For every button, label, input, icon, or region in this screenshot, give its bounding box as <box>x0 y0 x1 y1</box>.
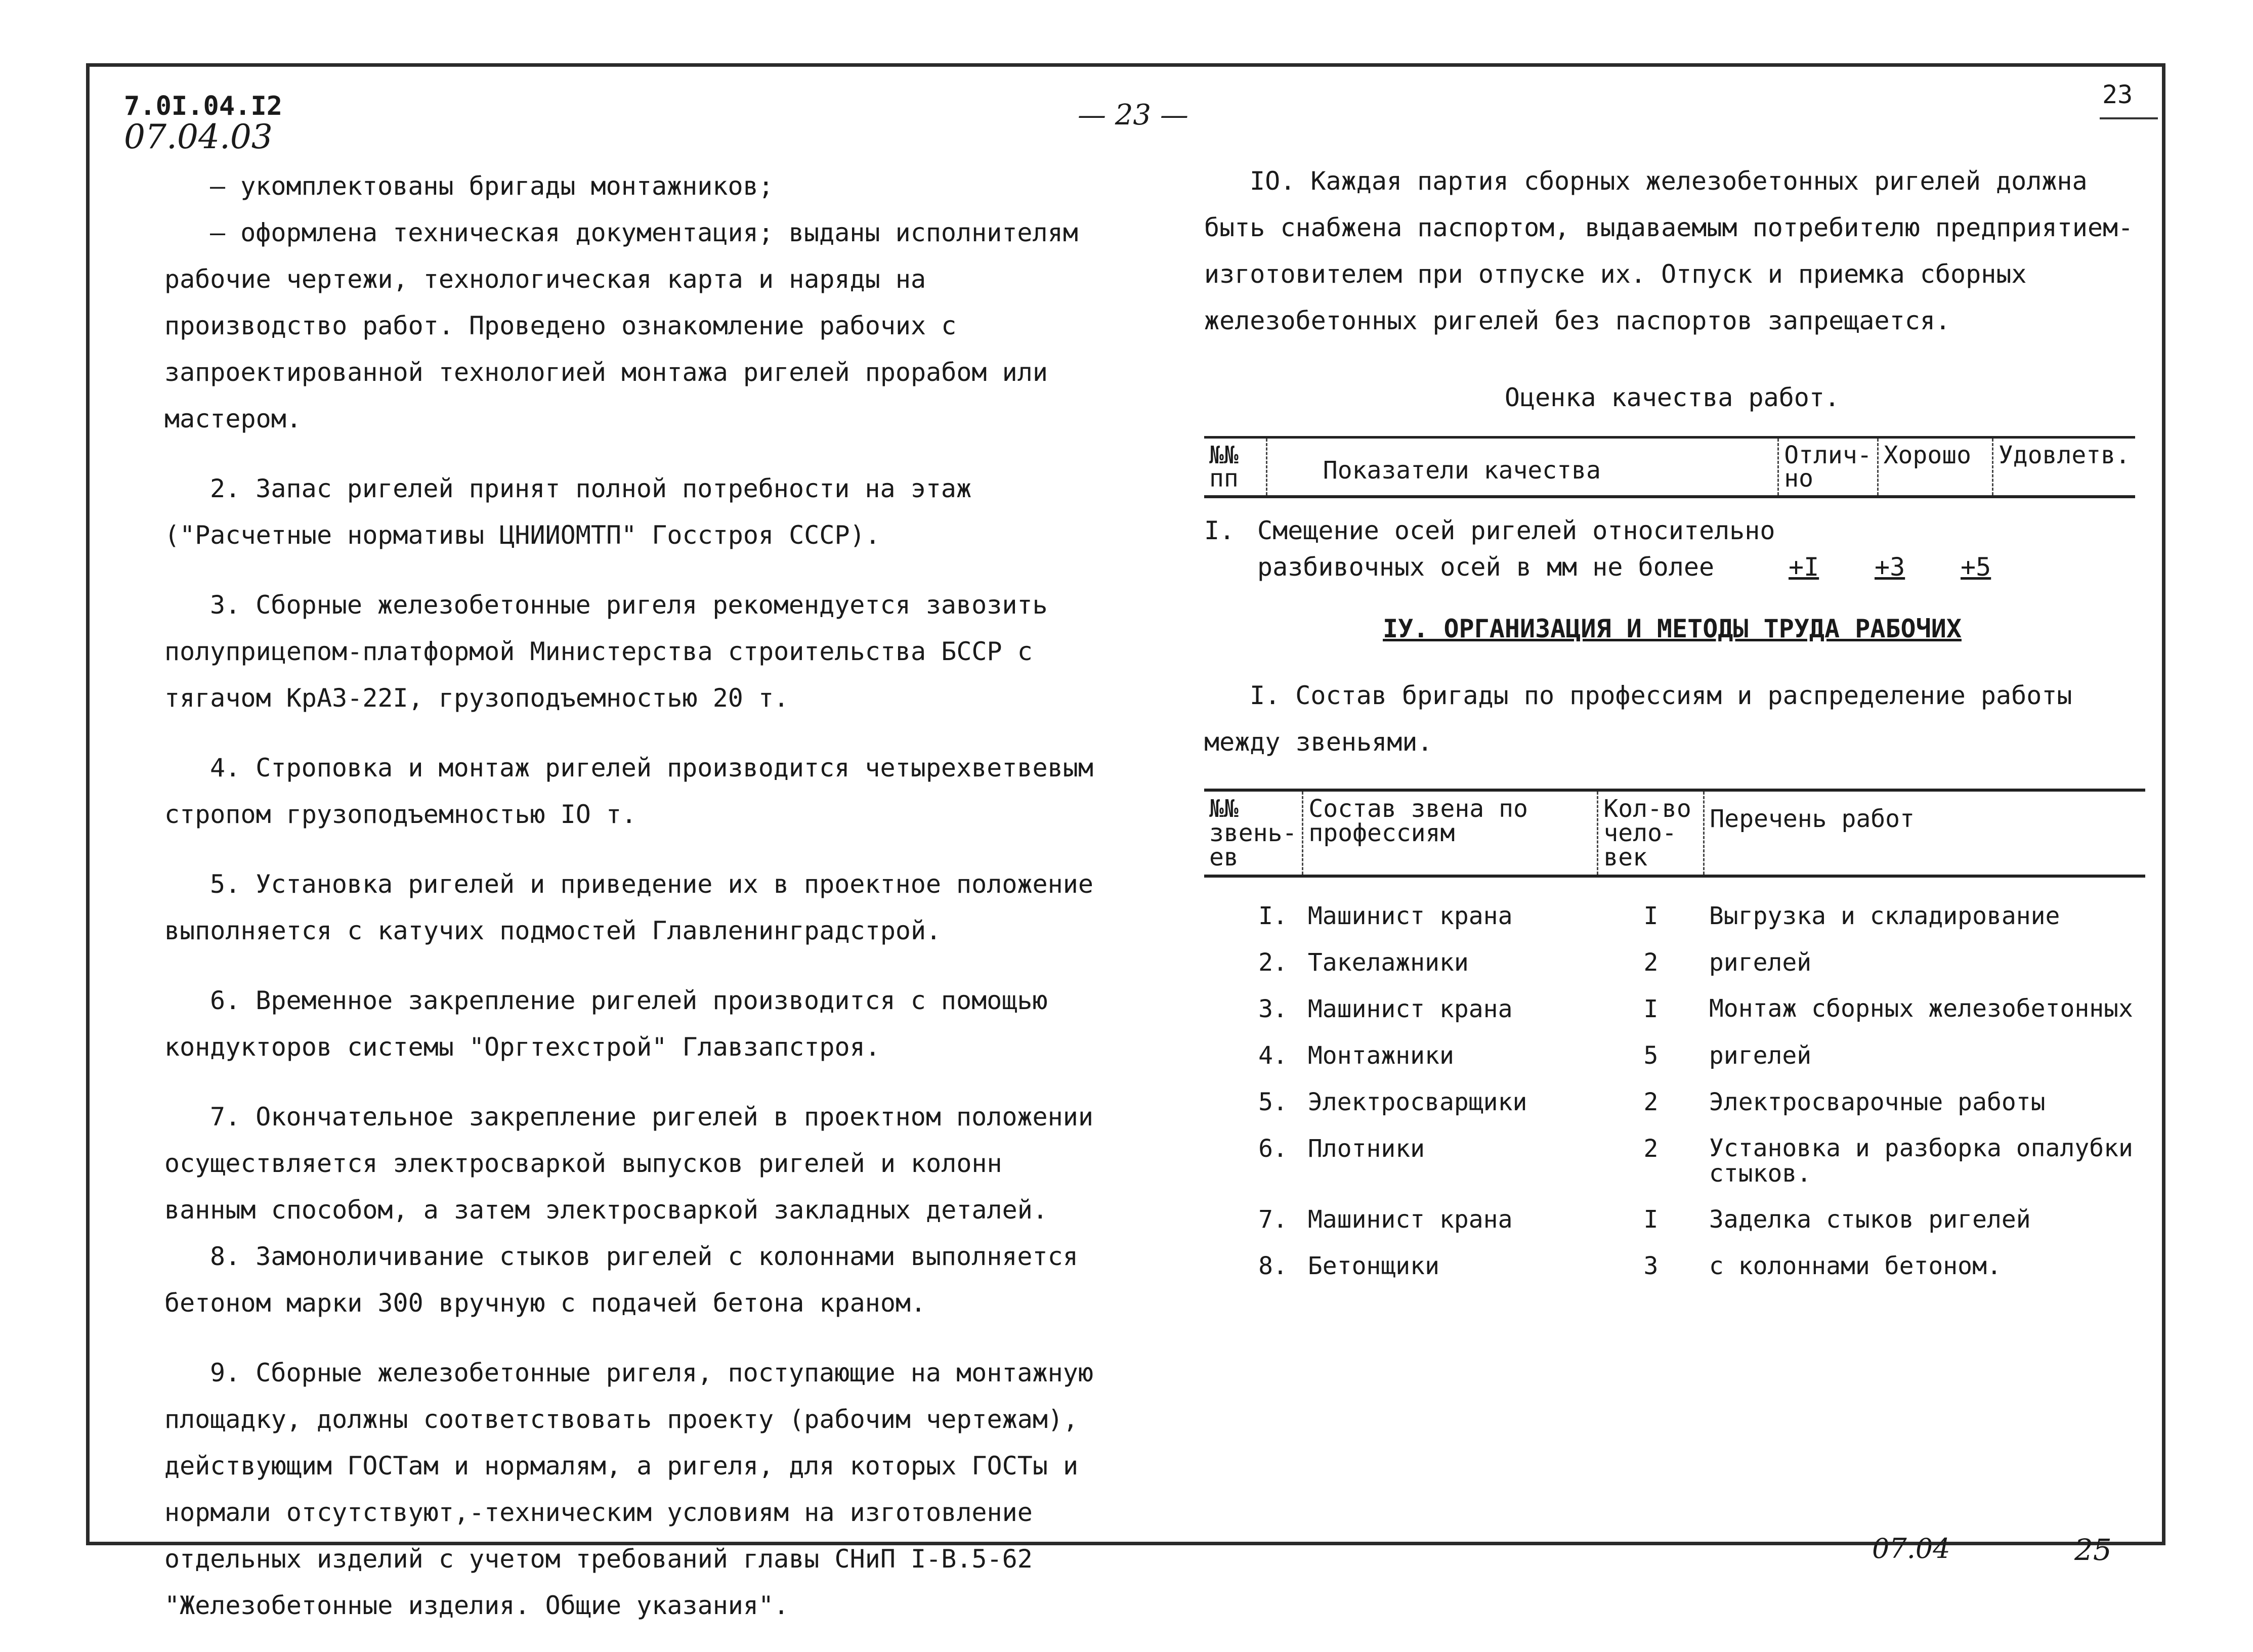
paragraph: 2. Запас ригелей принят полной потребности на этаж ("Расчетные нормативы ЦНИИОМТП" Госстроя СССР). <box>164 474 972 550</box>
row-number: I. <box>1204 516 1235 545</box>
quality-row-continued <box>1204 549 2140 585</box>
right-column <box>1204 158 2140 1289</box>
page-number-center: — 23 — <box>1078 99 1188 132</box>
row-count: 2 <box>1643 948 1659 977</box>
left-column <box>164 163 1100 1652</box>
table-row <box>1204 986 2145 1032</box>
row-number: 3. <box>1258 995 1288 1023</box>
value-satisfactory: +5 <box>1961 552 1991 582</box>
row-number: 2. <box>1258 948 1288 977</box>
paragraph: 7. Окончательное закрепление ригелей в проектном положении осуществляется электросваркой выпусков ригелей и колонн ванным способом, а затем электросваркой закладных деталей. <box>164 1102 1093 1225</box>
footer-page-number: 25 <box>2074 1533 2112 1567</box>
table-header: Хорошо <box>1878 438 1992 497</box>
table-header: Кол-во чело-век <box>1598 790 1704 876</box>
row-profession: Монтажники <box>1307 1041 1454 1070</box>
table-header: №№ пп <box>1204 438 1266 497</box>
paragraph: – укомплектованы бригады монтажников; <box>210 171 774 201</box>
paragraph: 5. Установка ригелей и приведение их в проектное положение выполняется с катучих подмостей Главленинградстрой. <box>164 870 1093 945</box>
row-work: ригелей <box>1709 948 1812 977</box>
row-work: с колоннами бетоном. <box>1709 1252 2002 1280</box>
row-work: ригелей <box>1709 1041 1812 1070</box>
row-text: Смещение осей ригелей относительно <box>1257 516 1775 545</box>
table-row <box>1204 1079 2145 1125</box>
paragraph: I. Состав бригады по профессиям и распределение работы между звеньями. <box>1204 681 2072 757</box>
row-number: I. <box>1258 902 1288 930</box>
paragraph: 3. Сборные железобетонные ригеля рекомендуется завозить полуприцепом-платформой Министерства строительства БССР с тягачом КрАЗ-22I, грузоподъемностью 20 т. <box>164 590 1048 713</box>
quality-table <box>1204 436 2135 498</box>
paragraph: 8. Замоноличивание стыков ригелей с колоннами выполняется бетоном марки 300 вручную с подачей бетона краном. <box>164 1242 1078 1318</box>
document-code: 7.0I.04.I2 <box>124 91 283 121</box>
row-count: 2 <box>1643 1088 1659 1116</box>
table-row <box>1204 939 2145 986</box>
row-profession: Машинист крана <box>1307 902 1513 930</box>
row-work: Заделка стыков ригелей <box>1709 1205 2031 1234</box>
row-count: 3 <box>1643 1252 1659 1280</box>
value-excellent: +I <box>1789 552 1819 582</box>
row-number: 7. <box>1258 1205 1288 1234</box>
table-header: Удовлетв. <box>1992 438 2135 497</box>
table-header: Отлич-но <box>1778 438 1878 497</box>
table-header: Состав звена по профессиям <box>1303 790 1598 876</box>
row-number: 4. <box>1258 1041 1288 1070</box>
page-number-underline <box>2100 117 2158 119</box>
paragraph: 6. Временное закрепление ригелей производится с помощью кондукторов системы "Оргтехстрой" Главзапстроя. <box>164 986 1048 1062</box>
paragraph: – оформлена техническая документация; выданы исполнителям рабочие чертежи, технологическая карта и наряды на производство работ. Проведено ознакомление рабочих с запроектированной технологией монтажа ригелей прорабом или мастером. <box>164 218 1078 433</box>
table-row <box>1204 1125 2145 1196</box>
table-row <box>1204 876 2145 939</box>
row-profession: Плотники <box>1307 1135 1425 1163</box>
row-profession: Бетонщики <box>1307 1252 1439 1280</box>
table-row <box>1204 1243 2145 1289</box>
quality-title: Оценка качества работ. <box>1504 383 1840 412</box>
table-header: Перечень работ <box>1704 790 2145 876</box>
table-header: №№ звень-ев <box>1204 790 1303 876</box>
row-count: 5 <box>1643 1041 1659 1070</box>
row-work: Монтаж сборных железобетонных <box>1709 994 2133 1023</box>
row-work: Установка и разборка опалубки стыков. <box>1709 1134 2133 1188</box>
row-text: разбивочных осей в мм не более <box>1257 552 1715 582</box>
row-count: I <box>1643 902 1659 930</box>
handwritten-code: 07.04.03 <box>124 117 273 156</box>
brigade-table <box>1204 789 2145 1289</box>
table-row <box>1204 1032 2145 1079</box>
row-work: Выгрузка и складирование <box>1709 902 2060 930</box>
table-row <box>1204 1196 2145 1243</box>
row-number: 6. <box>1258 1135 1288 1163</box>
footer-code: 07.04 <box>1872 1533 1950 1564</box>
paragraph: IO. Каждая партия сборных железобетонных ригелей должна быть снабжена паспортом, выдаваемым потребителю предприятием-изготовителем при отпуске их. Отпуск и приемка сборных железобетонных ригелей без паспортов запрещается. <box>1204 166 2134 335</box>
quality-row <box>1204 512 2140 549</box>
row-count: I <box>1643 995 1659 1023</box>
section-title: IУ. ОРГАНИЗАЦИЯ И МЕТОДЫ ТРУДА РАБОЧИХ <box>1383 614 1962 643</box>
row-profession: Машинист крана <box>1307 1205 1513 1234</box>
paragraph: 4. Строповка и монтаж ригелей производится четырехветвевым стропом грузоподъемностью IO т. <box>164 753 1093 829</box>
paragraph: 9. Сборные железобетонные ригеля, поступающие на монтажную площадку, должны соответствовать проекту (рабочим чертежам), действующим ГОСТам и нормалям, а ригеля, для которых ГОСТы и нормали отсутствуют,-техническим условиям на изготовление отдельных изделий с учетом требований главы СНиП I-В.5-62 "Железобетонные изделия. Общие указания". <box>164 1358 1093 1620</box>
row-profession: Машинист крана <box>1307 995 1513 1023</box>
value-good: +3 <box>1875 552 1905 582</box>
row-count: 2 <box>1643 1135 1659 1163</box>
row-profession: Электросварщики <box>1307 1088 1527 1116</box>
page-number-right: 23 <box>2102 80 2133 109</box>
row-work: Электросварочные работы <box>1709 1088 2046 1116</box>
row-profession: Такелажники <box>1307 948 1469 977</box>
row-count: I <box>1643 1205 1659 1234</box>
row-number: 8. <box>1258 1252 1288 1280</box>
table-header: Показатели качества <box>1266 438 1778 497</box>
row-number: 5. <box>1258 1088 1288 1116</box>
